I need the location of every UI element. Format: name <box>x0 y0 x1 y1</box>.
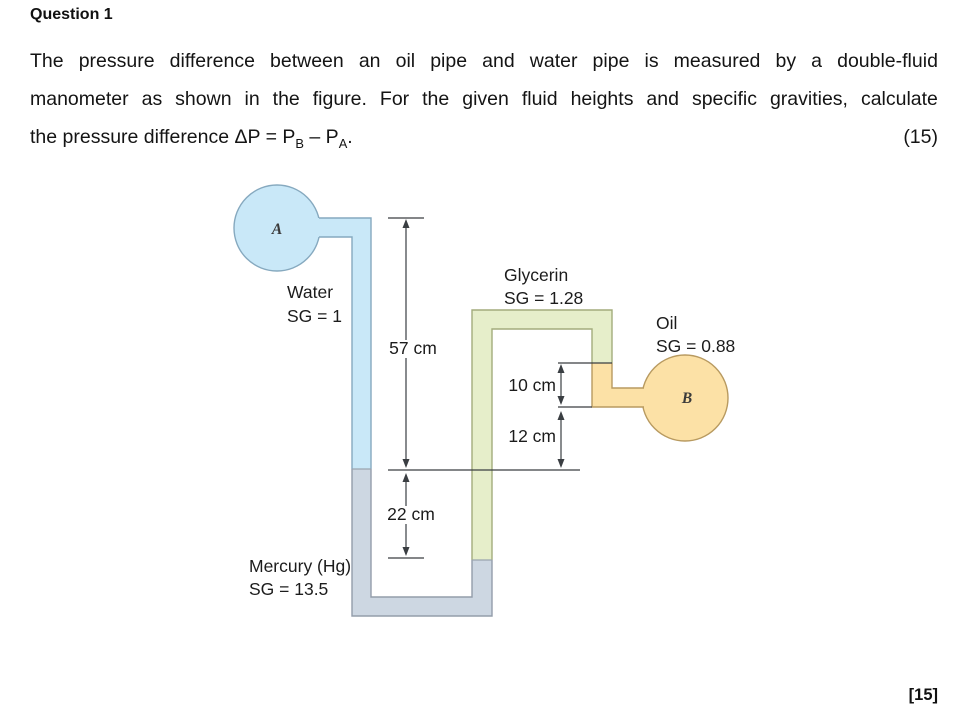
reservoir-a-label: A <box>271 221 283 238</box>
dim-label-10cm: 10 cm <box>508 375 556 395</box>
reservoir-b-label: B <box>681 390 693 407</box>
label-mercury-name: Mercury (Hg) <box>249 556 352 576</box>
label-mercury-sg: SG = 13.5 <box>249 579 329 599</box>
label-oil-sg: SG = 0.88 <box>656 336 736 356</box>
total-marks: [15] <box>908 686 938 704</box>
oil-column <box>592 363 644 407</box>
dim-label-57cm: 57 cm <box>389 338 437 358</box>
question-text-line-2: manometer as shown in the figure. For the given fluid heights and specific gravities, calculate <box>30 88 938 111</box>
dim-label-12cm: 12 cm <box>508 426 556 446</box>
label-oil-name: Oil <box>656 313 678 333</box>
mercury-column <box>352 469 492 616</box>
question-title: Question 1 <box>30 6 113 23</box>
label-water-sg: SG = 1 <box>287 306 342 326</box>
dim-label-22cm: 22 cm <box>387 504 435 524</box>
inline-marks: (15) <box>903 125 938 148</box>
mercury-pipe-wall <box>352 469 492 616</box>
subscript-a: A <box>338 135 348 151</box>
question-text-formula: the pressure difference $\Delta P = P_B - P_A$. <box>30 125 353 151</box>
subscript-b: B <box>295 135 304 151</box>
label-water-name: Water <box>287 282 334 302</box>
label-glycerin-name: Glycerin <box>504 265 569 285</box>
question-text-line-1: The pressure difference between an oil pipe and water pipe is measured by a double-fluid <box>30 50 938 73</box>
water-column <box>318 218 371 469</box>
label-glycerin-sg: SG = 1.28 <box>504 288 584 308</box>
